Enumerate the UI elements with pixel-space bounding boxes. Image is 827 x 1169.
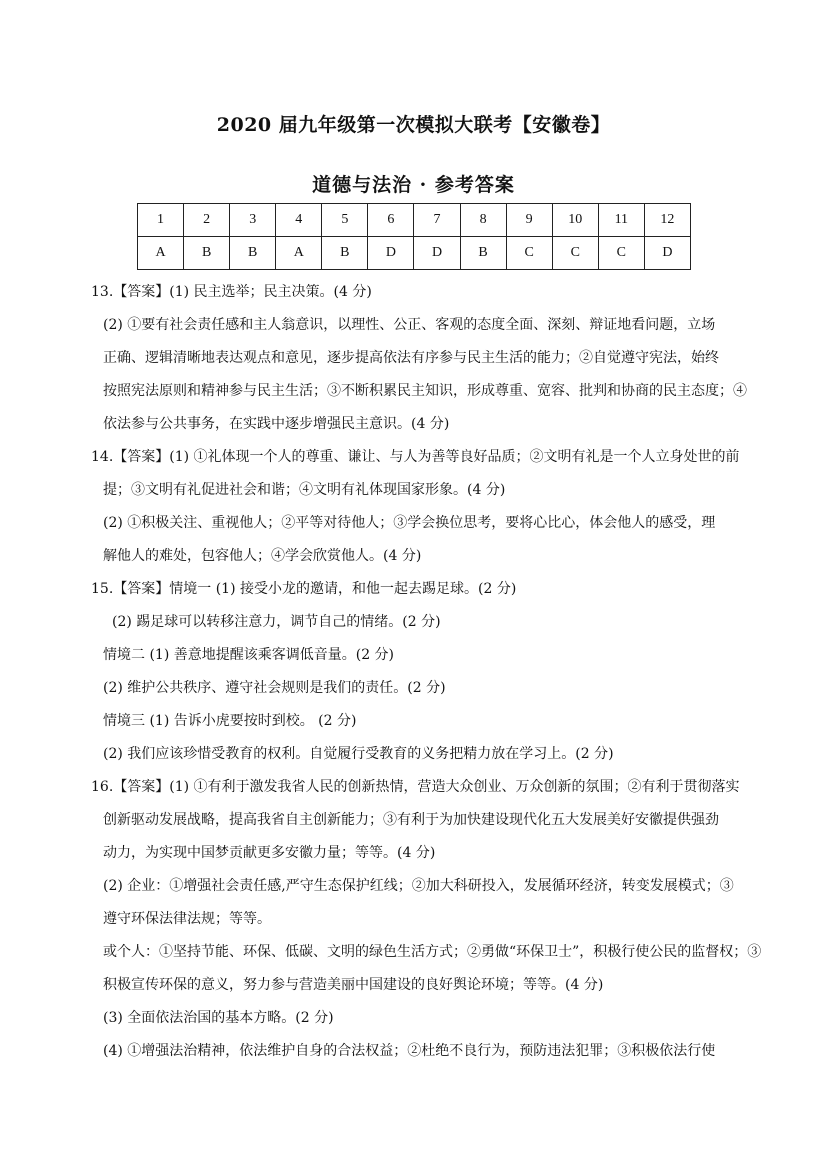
answer-cell: B xyxy=(230,237,276,270)
question-number-cell: 4 xyxy=(276,204,322,237)
answer-cell: D xyxy=(368,237,414,270)
answer-line: 情境三 (1) 告诉小虎要按时到校。 (2 分) xyxy=(103,713,357,729)
answer-line: 遵守环保法律法规；等等。 xyxy=(103,911,271,927)
answer-cell: B xyxy=(322,237,368,270)
answer-line: 或个人：①坚持节能、环保、低碳、文明的绿色生活方式；②勇做“环保卫士”，积极行使公民的监督权；③ xyxy=(103,944,762,960)
answer-line: 依法参与公共事务，在实践中逐步增强民主意识。(4 分) xyxy=(103,416,450,432)
question-number-cell: 8 xyxy=(460,204,506,237)
question-number-cell: 2 xyxy=(184,204,230,237)
answer-line: (2) 企业：①增强社会责任感,严守生态保护红线；②加大科研投入，发展循环经济，转变发展模式；③ xyxy=(103,878,734,894)
question-number-cell: 6 xyxy=(368,204,414,237)
answer-cell: D xyxy=(414,237,460,270)
answer-line: (2) 我们应该珍惜受教育的权利。自觉履行受教育的义务把精力放在学习上。(2 分) xyxy=(103,746,614,762)
answer-line-q15-1: 15.【答案】情境一 (1) 接受小龙的邀请，和他一起去踢足球。(2 分) xyxy=(91,581,517,597)
answer-line: (3) 全面依法治国的基本方略。(2 分) xyxy=(103,1010,334,1026)
question-number-cell: 11 xyxy=(598,204,644,237)
document-subtitle: 道德与法治 · 参考答案 xyxy=(312,174,515,196)
answer-line: (2) ①要有社会责任感和主人翁意识，以理性、公正、客观的态度全面、深刻、辩证地看问题，立场 xyxy=(103,317,716,333)
answer-line-q16-1: 16.【答案】(1) ①有利于激发我省人民的创新热情，营造大众创业、万众创新的氛围；②有利于贯彻落实 xyxy=(91,779,740,795)
answer-line: 动力，为实现中国梦贡献更多安徽力量；等等。(4 分) xyxy=(103,845,436,861)
answer-cell: B xyxy=(460,237,506,270)
answer-cell: A xyxy=(138,237,184,270)
answer-row xyxy=(138,237,691,270)
answer-cell: A xyxy=(276,237,322,270)
answer-cell: D xyxy=(644,237,690,270)
answer-line: 提；③文明有礼促进社会和谐；④文明有礼体现国家形象。(4 分) xyxy=(103,482,506,498)
answer-line: (2) 踢足球可以转移注意力，调节自己的情绪。(2 分) xyxy=(112,614,441,630)
question-number-cell: 7 xyxy=(414,204,460,237)
answer-cell: C xyxy=(552,237,598,270)
answer-cell: B xyxy=(184,237,230,270)
answer-line: (2) ①积极关注、重视他人；②平等对待他人；③学会换位思考，要将心比心，体会他人的感受，理 xyxy=(103,515,716,531)
answer-line-q13-1: 13.【答案】(1) 民主选举；民主决策。(4 分) xyxy=(91,284,372,300)
question-number-cell: 12 xyxy=(644,204,690,237)
answer-line: (2) 维护公共秩序、遵守社会规则是我们的责任。(2 分) xyxy=(103,680,446,696)
question-number-cell: 1 xyxy=(138,204,184,237)
document-title: 2020 届九年级第一次模拟大联考【安徽卷】 xyxy=(216,114,611,136)
answer-line: 积极宣传环保的意义，努力参与营造美丽中国建设的良好舆论环境；等等。(4 分) xyxy=(103,977,604,993)
question-number-cell: 10 xyxy=(552,204,598,237)
answer-line: (4) ①增强法治精神，依法维护自身的合法权益；②杜绝不良行为，预防违法犯罪；③积极依法行使 xyxy=(103,1043,716,1059)
answer-cell: C xyxy=(506,237,552,270)
question-number-cell: 9 xyxy=(506,204,552,237)
answer-line: 正确、逻辑清晰地表达观点和意见，逐步提高依法有序参与民主生活的能力；②自觉遵守宪法，始终 xyxy=(103,350,719,366)
answer-table xyxy=(137,203,691,270)
answer-line: 解他人的难处，包容他人；④学会欣赏他人。(4 分) xyxy=(103,548,422,564)
answer-line-q14-1: 14.【答案】(1) ①礼体现一个人的尊重、谦让、与人为善等良好品质；②文明有礼是一个人立身处世的前 xyxy=(91,449,740,465)
question-number-row xyxy=(138,204,691,237)
answer-line: 情境二 (1) 善意地提醒该乘客调低音量。(2 分) xyxy=(103,647,395,663)
answer-cell: C xyxy=(598,237,644,270)
question-number-cell: 5 xyxy=(322,204,368,237)
answer-line: 按照宪法原则和精神参与民主生活；③不断积累民主知识，形成尊重、宽容、批判和协商的民主态度；④ xyxy=(103,383,747,399)
answer-line: 创新驱动发展战略，提高我省自主创新能力；③有利于为加快建设现代化五大发展美好安徽提供强劲 xyxy=(103,812,719,828)
question-number-cell: 3 xyxy=(230,204,276,237)
